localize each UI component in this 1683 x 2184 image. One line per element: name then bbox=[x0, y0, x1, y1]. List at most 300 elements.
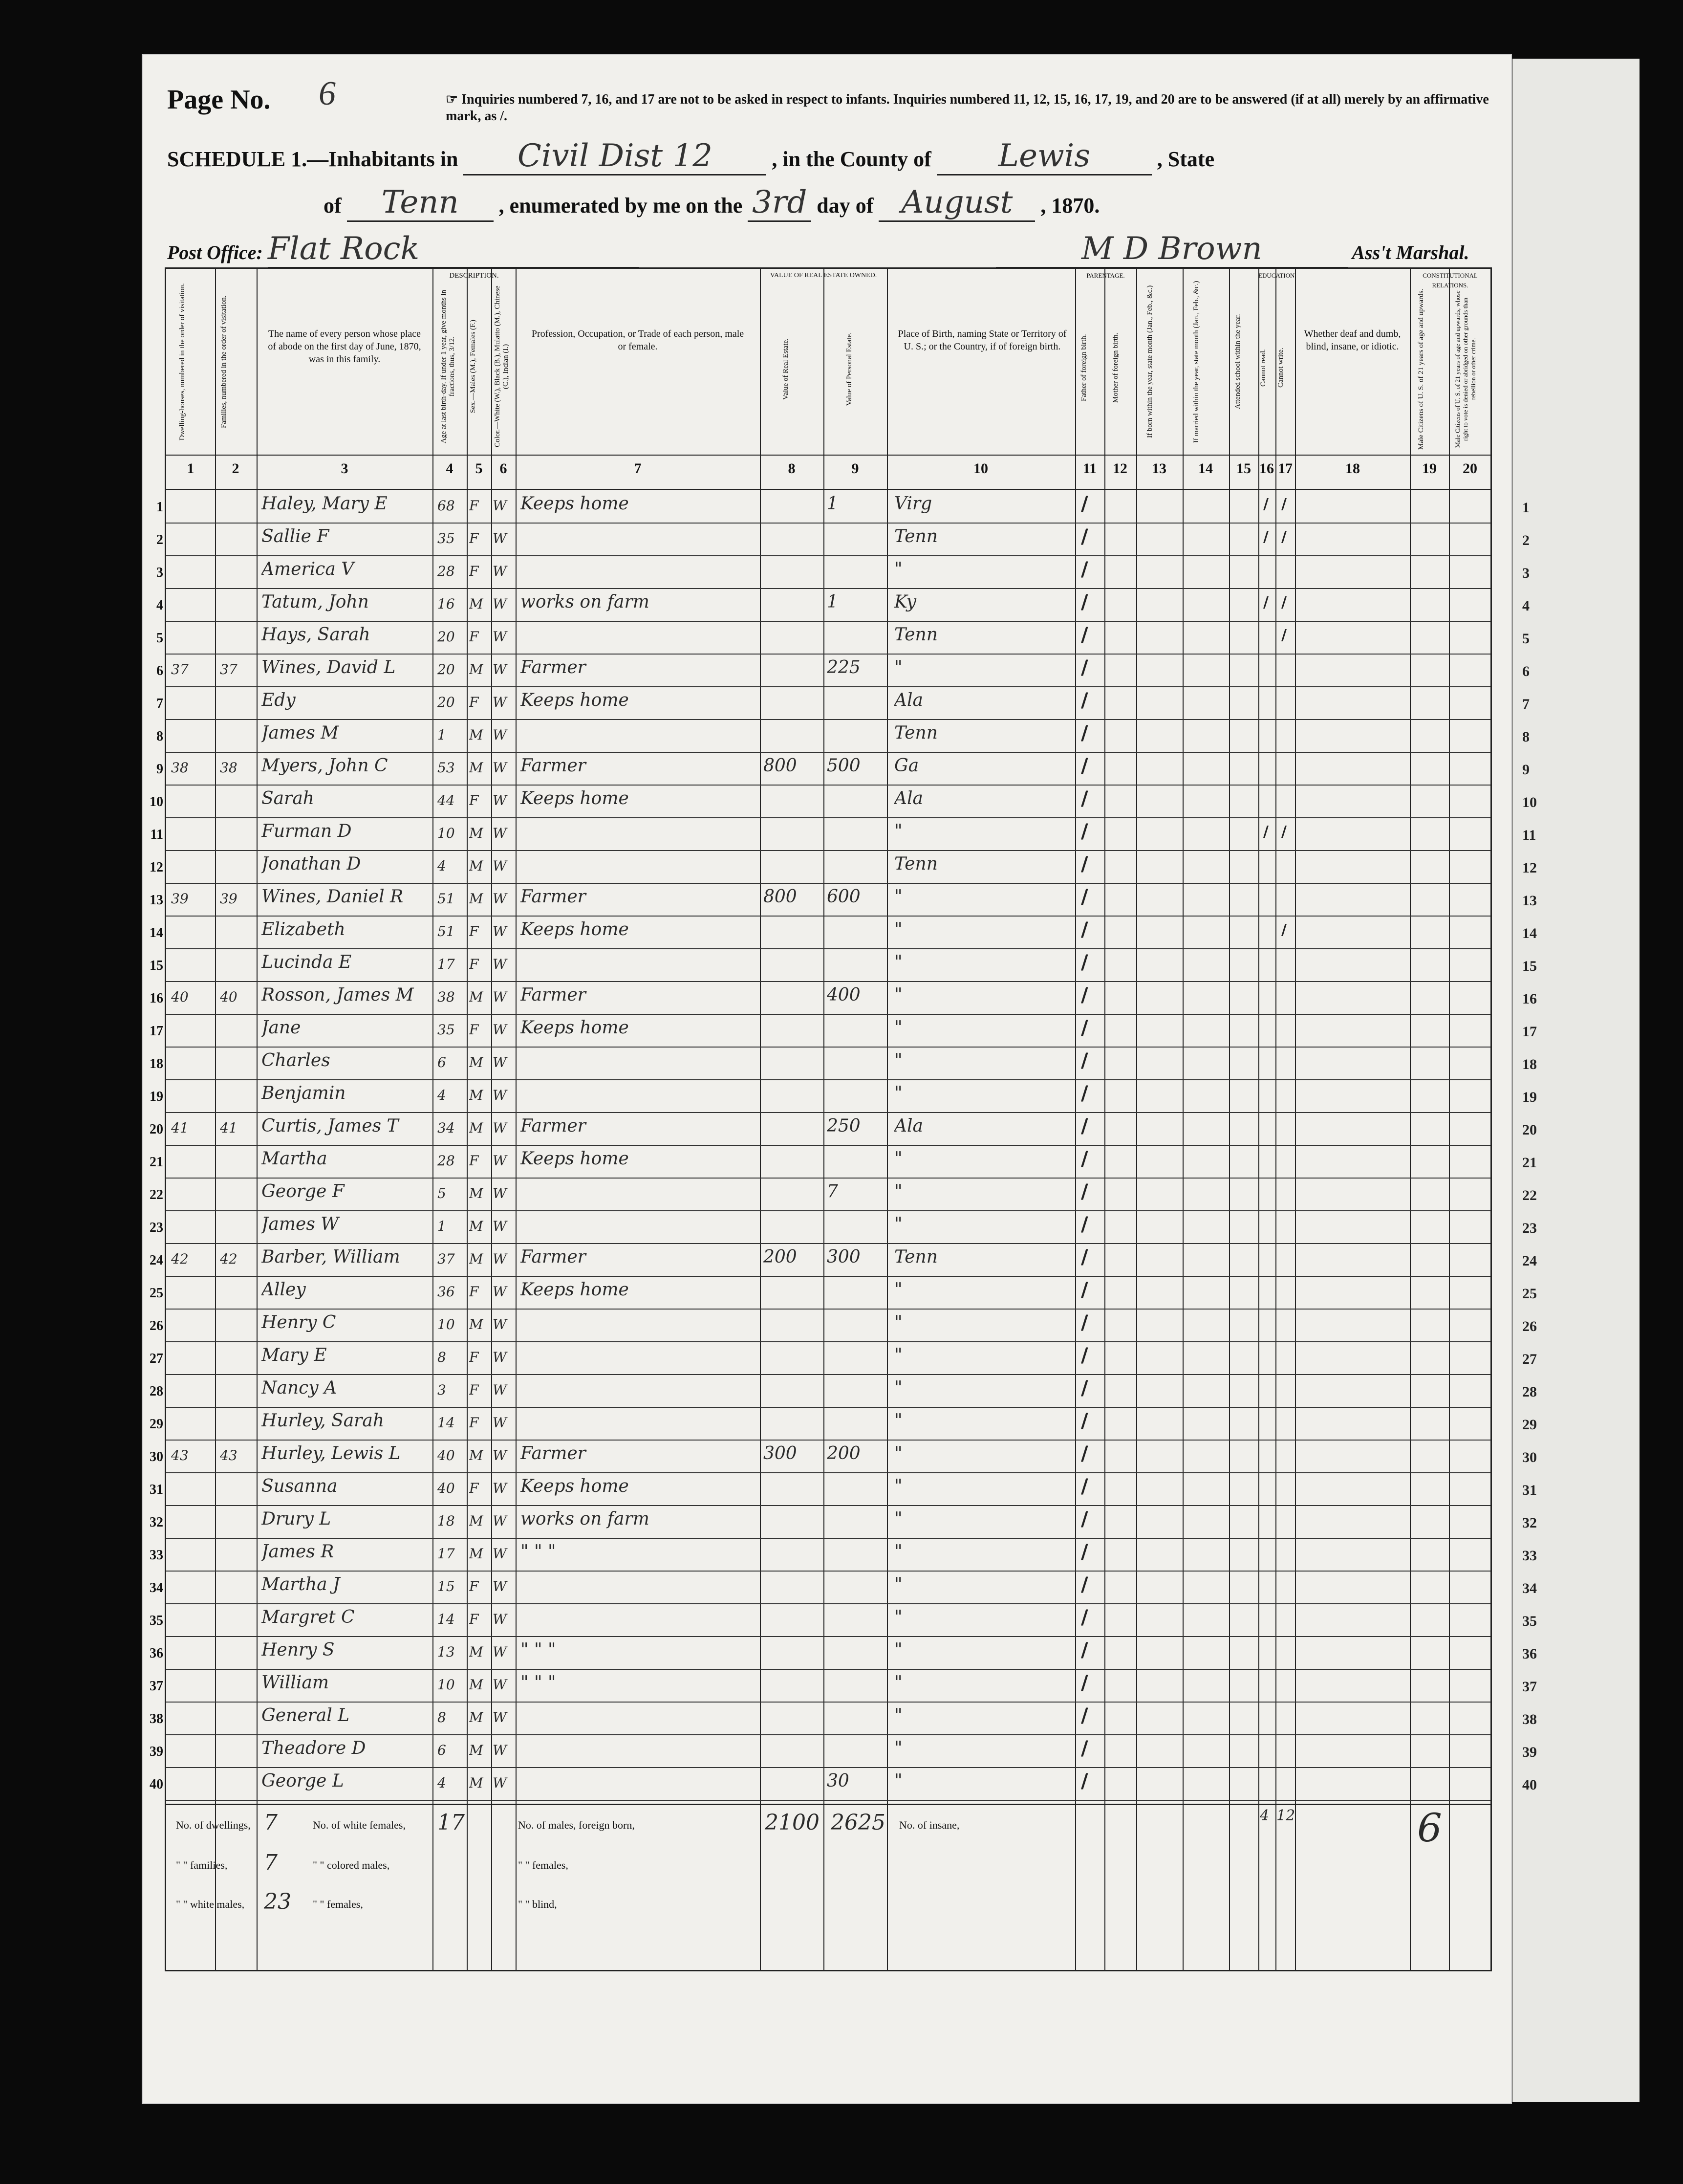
birthplace: " bbox=[894, 1345, 903, 1365]
cannot-read-mark: / bbox=[1263, 496, 1269, 513]
sex: M bbox=[469, 858, 483, 874]
row-number: 32 bbox=[150, 1515, 163, 1530]
person-name: Edy bbox=[261, 690, 296, 710]
adjacent-row-number: 24 bbox=[1522, 1253, 1537, 1269]
color: W bbox=[493, 1775, 507, 1791]
families-label: " " families, bbox=[176, 1859, 228, 1871]
row-number: 4 bbox=[156, 598, 163, 613]
table-row bbox=[150, 916, 1490, 949]
color: W bbox=[493, 1284, 507, 1300]
sex: M bbox=[469, 1677, 483, 1693]
real-estate-value: 800 bbox=[763, 887, 797, 907]
table-row bbox=[150, 981, 1490, 1015]
family-number: 40 bbox=[220, 989, 237, 1005]
row-number: 37 bbox=[150, 1679, 163, 1694]
person-name: Henry S bbox=[261, 1640, 335, 1660]
table-row bbox=[150, 817, 1490, 851]
col20-header: Male Citizens of U. S. of 21 years of age and upwards, whose right to vote is denied or abridged on other grounds than rebellion or other crime. bbox=[1454, 290, 1477, 448]
sex: M bbox=[469, 1513, 483, 1529]
cannot-read-mark: / bbox=[1263, 594, 1269, 611]
color: W bbox=[493, 1546, 507, 1562]
person-name: Jonathan D bbox=[261, 854, 361, 874]
adjacent-row-number: 25 bbox=[1522, 1286, 1537, 1302]
census-table bbox=[150, 267, 1492, 1971]
occupation: Keeps home bbox=[520, 1476, 629, 1496]
person-name: Drury L bbox=[261, 1509, 331, 1529]
person-name: Hays, Sarah bbox=[261, 625, 370, 645]
sex: M bbox=[469, 1185, 483, 1201]
birthplace: " bbox=[894, 1378, 903, 1398]
column-number: 16 bbox=[1259, 460, 1274, 477]
personal-estate-value: 7 bbox=[827, 1181, 838, 1201]
age: 4 bbox=[437, 1775, 446, 1791]
col15-header: Attended school within the year. bbox=[1234, 314, 1242, 410]
birthplace: Virg bbox=[894, 494, 932, 514]
parentage-check-icon: / bbox=[1081, 1311, 1088, 1334]
parentage-check-icon: / bbox=[1081, 1442, 1088, 1465]
occupation: " " " bbox=[520, 1640, 556, 1660]
constitutional-header: CONSTITUTIONAL RELATIONS. bbox=[1423, 272, 1478, 289]
person-name: Benjamin bbox=[261, 1083, 346, 1103]
adjacent-row-number: 22 bbox=[1522, 1187, 1537, 1203]
sex: M bbox=[469, 596, 483, 612]
table-row bbox=[150, 1210, 1490, 1244]
sex: M bbox=[469, 989, 483, 1005]
age: 16 bbox=[437, 596, 455, 612]
person-name: Margret C bbox=[261, 1607, 355, 1627]
adjacent-page-strip bbox=[1512, 59, 1640, 2102]
row-number: 6 bbox=[156, 663, 163, 678]
row-number: 23 bbox=[150, 1220, 163, 1235]
age: 14 bbox=[437, 1611, 455, 1627]
state-label: , State bbox=[1157, 147, 1215, 171]
table-row bbox=[150, 1112, 1490, 1146]
adjacent-row-number: 13 bbox=[1522, 893, 1537, 909]
table-row bbox=[150, 1047, 1490, 1080]
birthplace: " bbox=[894, 1443, 903, 1463]
person-name: Myers, John C bbox=[261, 756, 388, 776]
column-number: 10 bbox=[973, 460, 988, 477]
family-number: 38 bbox=[220, 760, 237, 776]
age: 40 bbox=[437, 1480, 455, 1496]
cannot-write-mark: / bbox=[1281, 496, 1287, 513]
birthplace: Tenn bbox=[894, 625, 938, 645]
adjacent-row-number: 32 bbox=[1522, 1515, 1537, 1531]
value-header: VALUE OF REAL ESTATE OWNED. bbox=[770, 272, 877, 279]
day-label: day of bbox=[817, 194, 874, 218]
occupation: Farmer bbox=[520, 1247, 586, 1267]
person-name: Mary E bbox=[261, 1345, 327, 1365]
adjacent-row-number: 16 bbox=[1522, 991, 1537, 1007]
row-number: 14 bbox=[150, 925, 163, 940]
birthplace: Ky bbox=[894, 592, 916, 612]
page-summary bbox=[166, 1804, 1490, 1971]
table-row bbox=[150, 1571, 1490, 1604]
cannot-write-mark: / bbox=[1281, 528, 1287, 546]
parentage-check-icon: / bbox=[1081, 1737, 1088, 1760]
marshal-signature: M D Brown bbox=[996, 231, 1348, 268]
county-value: Lewis bbox=[937, 138, 1152, 175]
age: 3 bbox=[437, 1382, 446, 1398]
blind-label: " " blind, bbox=[518, 1898, 557, 1910]
birthplace: Ga bbox=[894, 756, 919, 776]
parentage-check-icon: / bbox=[1081, 1115, 1088, 1137]
occupation: Farmer bbox=[520, 1443, 586, 1463]
parentage-check-icon: / bbox=[1081, 624, 1088, 646]
person-name: Curtis, James T bbox=[261, 1116, 399, 1136]
sex: F bbox=[469, 1284, 479, 1300]
parentage-check-icon: / bbox=[1081, 755, 1088, 777]
total-personal-estate: 2625 bbox=[831, 1810, 885, 1835]
color: W bbox=[493, 1480, 507, 1496]
occupation: Keeps home bbox=[520, 1018, 629, 1038]
table-row bbox=[150, 1603, 1490, 1637]
enumerated-label: , enumerated by me on the bbox=[498, 194, 743, 218]
column-number: 3 bbox=[341, 460, 348, 477]
dwelling-number: 40 bbox=[171, 989, 189, 1005]
row-number: 26 bbox=[150, 1318, 163, 1333]
parentage-check-icon: / bbox=[1081, 1049, 1088, 1072]
personal-estate-value: 1 bbox=[827, 494, 838, 514]
age: 5 bbox=[437, 1185, 446, 1201]
sex: M bbox=[469, 727, 483, 743]
age: 17 bbox=[437, 956, 455, 972]
sex: M bbox=[469, 1447, 483, 1463]
real-estate-value: 300 bbox=[763, 1443, 797, 1463]
parentage-check-icon: / bbox=[1081, 951, 1088, 974]
adjacent-row-number: 36 bbox=[1522, 1646, 1537, 1662]
occupation: Keeps home bbox=[520, 494, 629, 514]
row-number: 16 bbox=[150, 991, 163, 1006]
sex: F bbox=[469, 694, 479, 710]
col12-header: Mother of foreign birth. bbox=[1112, 332, 1120, 403]
row-number: 38 bbox=[150, 1711, 163, 1726]
age: 20 bbox=[437, 661, 455, 677]
age: 51 bbox=[437, 923, 455, 939]
color: W bbox=[493, 1349, 507, 1365]
parentage-check-icon: / bbox=[1081, 984, 1088, 1006]
person-name: Rosson, James M bbox=[261, 985, 414, 1005]
age: 38 bbox=[437, 989, 455, 1005]
person-name: Barber, William bbox=[261, 1247, 400, 1267]
person-name: James W bbox=[261, 1214, 339, 1234]
birthplace: " bbox=[894, 1738, 903, 1758]
occupation: Keeps home bbox=[520, 919, 629, 939]
cannot-write-mark: / bbox=[1281, 921, 1287, 939]
adjacent-row-number: 34 bbox=[1522, 1580, 1537, 1596]
birthplace: " bbox=[894, 1574, 903, 1594]
age: 68 bbox=[437, 498, 455, 514]
age: 35 bbox=[437, 530, 455, 546]
parentage-check-icon: / bbox=[1081, 591, 1088, 613]
parentage-check-icon: / bbox=[1081, 1672, 1088, 1694]
personal-estate-value: 600 bbox=[827, 887, 861, 907]
males-foreign-label: No. of males, foreign born, bbox=[518, 1819, 635, 1831]
occupation: Keeps home bbox=[520, 690, 629, 710]
birthplace: " bbox=[894, 952, 903, 972]
schedule-label: SCHEDULE 1.—Inhabitants in bbox=[167, 147, 458, 171]
dwelling-number: 37 bbox=[171, 661, 189, 677]
color: W bbox=[493, 1447, 507, 1463]
parentage-check-icon: / bbox=[1081, 886, 1088, 908]
table-row bbox=[150, 1472, 1490, 1506]
description-header: DESCRIPTION. bbox=[449, 272, 499, 280]
row-number: 36 bbox=[150, 1646, 163, 1661]
person-name: Hurley, Sarah bbox=[261, 1411, 385, 1431]
adjacent-row-number: 28 bbox=[1522, 1384, 1537, 1400]
column-number: 17 bbox=[1278, 460, 1293, 477]
age: 4 bbox=[437, 858, 446, 874]
color: W bbox=[493, 891, 507, 907]
personal-estate-value: 1 bbox=[827, 592, 838, 612]
row-number: 11 bbox=[150, 827, 163, 842]
table-row bbox=[150, 1505, 1490, 1539]
personal-estate-value: 300 bbox=[827, 1247, 861, 1267]
col6-header: Color.—White (W.), Black (B.), Mulatto (M.), Chinese (C.), Indian (I.) bbox=[494, 285, 510, 448]
sex: F bbox=[469, 792, 479, 808]
adjacent-row-number: 5 bbox=[1522, 631, 1530, 647]
dwelling-number: 43 bbox=[171, 1447, 189, 1463]
age: 36 bbox=[437, 1284, 455, 1300]
sex: F bbox=[469, 1611, 479, 1627]
row-number: 8 bbox=[156, 729, 163, 744]
table-row bbox=[156, 752, 1490, 786]
year-label: , 1870. bbox=[1040, 194, 1100, 218]
page-number: 6 bbox=[319, 75, 336, 112]
col8-header: Value of Real Estate. bbox=[782, 338, 790, 400]
person-name: America V bbox=[261, 559, 354, 579]
parentage-check-icon: / bbox=[1081, 1213, 1088, 1236]
table-row bbox=[150, 1374, 1490, 1408]
occupation: Farmer bbox=[520, 887, 586, 907]
birthplace: Tenn bbox=[894, 526, 938, 546]
column-number: 18 bbox=[1345, 460, 1360, 477]
color: W bbox=[493, 1644, 507, 1660]
parentage-check-icon: / bbox=[1081, 1573, 1088, 1596]
parentage-header: PARENTAGE. bbox=[1086, 272, 1125, 279]
cannot-write-mark: / bbox=[1281, 823, 1287, 840]
adjacent-row-number: 14 bbox=[1522, 925, 1537, 941]
white-females-value: 17 bbox=[437, 1810, 465, 1835]
sex: M bbox=[469, 1087, 483, 1103]
family-number: 37 bbox=[220, 661, 237, 677]
adjacent-row-number: 19 bbox=[1522, 1089, 1537, 1105]
col16-header: Cannot read. bbox=[1259, 349, 1267, 387]
parentage-check-icon: / bbox=[1081, 656, 1088, 679]
col18-header: Whether deaf and dumb, blind, insane, or idiotic. bbox=[1304, 328, 1401, 352]
table-row bbox=[150, 1538, 1490, 1572]
age: 34 bbox=[437, 1120, 455, 1136]
marshal-label: Ass't Marshal. bbox=[1352, 241, 1469, 263]
adjacent-row-number: 18 bbox=[1522, 1056, 1537, 1072]
table-row bbox=[150, 1014, 1490, 1048]
birthplace: " bbox=[894, 1214, 903, 1234]
age: 13 bbox=[437, 1644, 455, 1660]
column-number: 13 bbox=[1152, 460, 1166, 477]
parentage-check-icon: / bbox=[1081, 1410, 1088, 1432]
sex: F bbox=[469, 629, 479, 645]
person-name: Martha bbox=[261, 1149, 327, 1169]
total-cannot-write: 12 bbox=[1276, 1807, 1295, 1824]
birthplace: " bbox=[894, 1181, 903, 1201]
column-number: 14 bbox=[1198, 460, 1213, 477]
birthplace: Tenn bbox=[894, 1247, 938, 1267]
sex: M bbox=[469, 1218, 483, 1234]
person-name: James R bbox=[261, 1542, 334, 1562]
parentage-check-icon: / bbox=[1081, 525, 1088, 548]
col9-header: Value of Personal Estate. bbox=[845, 332, 853, 406]
parentage-check-icon: / bbox=[1081, 1180, 1088, 1203]
row-number: 9 bbox=[156, 762, 163, 777]
column-number: 20 bbox=[1463, 460, 1477, 477]
person-name: Charles bbox=[261, 1050, 330, 1070]
color: W bbox=[493, 1251, 507, 1267]
col10-header: Place of Birth, naming State or Territory of U. S.; or the Country, if of foreign birth. bbox=[898, 328, 1067, 352]
color: W bbox=[493, 825, 507, 841]
age: 40 bbox=[437, 1447, 455, 1463]
sex: M bbox=[469, 760, 483, 776]
sex: F bbox=[469, 1578, 479, 1594]
sex: F bbox=[469, 530, 479, 546]
color: W bbox=[493, 989, 507, 1005]
birthplace: " bbox=[894, 985, 903, 1005]
occupation: Keeps home bbox=[520, 1280, 629, 1300]
personal-estate-value: 500 bbox=[827, 756, 861, 776]
c-females-label: " " females, bbox=[313, 1898, 363, 1910]
adjacent-row-number: 30 bbox=[1522, 1449, 1537, 1465]
column-number: 7 bbox=[634, 460, 642, 477]
adjacent-row-number: 11 bbox=[1522, 827, 1536, 843]
age: 28 bbox=[437, 1153, 455, 1169]
person-name: Alley bbox=[261, 1280, 306, 1300]
color: W bbox=[493, 1709, 507, 1725]
birthplace: " bbox=[894, 821, 903, 841]
row-number: 30 bbox=[150, 1449, 163, 1464]
age: 14 bbox=[437, 1415, 455, 1431]
personal-estate-value: 400 bbox=[827, 985, 861, 1005]
row-number: 12 bbox=[150, 860, 163, 875]
sex: F bbox=[469, 1415, 479, 1431]
sex: M bbox=[469, 1316, 483, 1332]
person-name: Hurley, Lewis L bbox=[261, 1443, 401, 1463]
table-row bbox=[150, 1243, 1490, 1277]
row-number: 35 bbox=[150, 1613, 163, 1628]
color: W bbox=[493, 661, 507, 677]
color: W bbox=[493, 1382, 507, 1398]
post-office-label: Post Office: bbox=[167, 241, 263, 263]
age: 20 bbox=[437, 694, 455, 710]
color: W bbox=[493, 530, 507, 546]
color: W bbox=[493, 1022, 507, 1038]
col1-header: Dwelling-houses, numbered in the order of visitation. bbox=[178, 283, 186, 440]
parentage-check-icon: / bbox=[1081, 1541, 1088, 1563]
color: W bbox=[493, 1218, 507, 1234]
column-number: 11 bbox=[1082, 460, 1097, 477]
adjacent-row-number: 40 bbox=[1522, 1777, 1537, 1793]
birthplace: " bbox=[894, 559, 903, 579]
birthplace: " bbox=[894, 1018, 903, 1038]
adjacent-row-number: 27 bbox=[1522, 1351, 1537, 1367]
day-value: 3rd bbox=[748, 184, 811, 222]
sex: M bbox=[469, 1054, 483, 1070]
parentage-check-icon: / bbox=[1081, 1344, 1088, 1367]
age: 44 bbox=[437, 792, 455, 808]
table-row bbox=[150, 1669, 1490, 1703]
sex: F bbox=[469, 1349, 479, 1365]
table-row bbox=[150, 785, 1490, 818]
state-value: Tenn bbox=[347, 184, 494, 222]
cannot-write-mark: / bbox=[1281, 627, 1287, 644]
person-name: Sarah bbox=[261, 788, 314, 808]
person-name: Sallie F bbox=[261, 526, 329, 546]
age: 8 bbox=[437, 1349, 446, 1365]
adjacent-row-number: 6 bbox=[1522, 663, 1530, 679]
table-row bbox=[156, 719, 1490, 753]
person-name: Lucinda E bbox=[261, 952, 352, 972]
row-number: 40 bbox=[150, 1777, 163, 1792]
occupation: " " " bbox=[520, 1673, 556, 1693]
parentage-check-icon: / bbox=[1081, 1082, 1088, 1105]
row-number: 15 bbox=[150, 958, 163, 973]
real-estate-value: 800 bbox=[763, 756, 797, 776]
color: W bbox=[493, 1153, 507, 1169]
color: W bbox=[493, 1087, 507, 1103]
cannot-read-mark: / bbox=[1263, 528, 1269, 546]
person-name: Furman D bbox=[261, 821, 352, 841]
white-males-label: " " white males, bbox=[176, 1898, 245, 1910]
families-value: 7 bbox=[264, 1850, 278, 1875]
age: 1 bbox=[437, 727, 446, 743]
col5-header: Sex.—Males (M.), Females (F.) bbox=[469, 320, 477, 414]
county-label: , in the County of bbox=[772, 147, 931, 171]
occupation: " " " bbox=[520, 1542, 556, 1562]
color: W bbox=[493, 629, 507, 645]
table-row bbox=[150, 1734, 1490, 1768]
row-number: 1 bbox=[156, 500, 163, 515]
row-number: 20 bbox=[150, 1122, 163, 1137]
table-row bbox=[156, 686, 1490, 720]
color: W bbox=[493, 727, 507, 743]
adjacent-row-number: 12 bbox=[1522, 860, 1537, 876]
row-number: 39 bbox=[150, 1744, 163, 1759]
adjacent-row-number: 8 bbox=[1522, 729, 1530, 745]
occupation: Keeps home bbox=[520, 1149, 629, 1169]
month-value: August bbox=[879, 184, 1035, 222]
birthplace: " bbox=[894, 1673, 903, 1693]
age: 10 bbox=[437, 1677, 455, 1693]
birthplace: Tenn bbox=[894, 854, 938, 874]
birthplace: " bbox=[894, 1411, 903, 1431]
column-number: 12 bbox=[1113, 460, 1127, 477]
parentage-check-icon: / bbox=[1081, 1639, 1088, 1661]
birthplace: " bbox=[894, 1083, 903, 1103]
person-name: James M bbox=[261, 723, 339, 743]
column-number: 19 bbox=[1422, 460, 1437, 477]
birthplace: " bbox=[894, 1476, 903, 1496]
birthplace: " bbox=[894, 1149, 903, 1169]
table-row bbox=[150, 948, 1490, 982]
personal-estate-value: 250 bbox=[827, 1116, 861, 1136]
birthplace: Ala bbox=[894, 690, 923, 710]
post-office-value: Flat Rock bbox=[268, 231, 639, 268]
sex: F bbox=[469, 1153, 479, 1169]
table-row bbox=[156, 555, 1490, 589]
row-number: 24 bbox=[150, 1253, 163, 1268]
person-name: Martha J bbox=[261, 1574, 340, 1594]
parentage-check-icon: / bbox=[1081, 689, 1088, 712]
age: 18 bbox=[437, 1513, 455, 1529]
row-number: 19 bbox=[150, 1089, 163, 1104]
